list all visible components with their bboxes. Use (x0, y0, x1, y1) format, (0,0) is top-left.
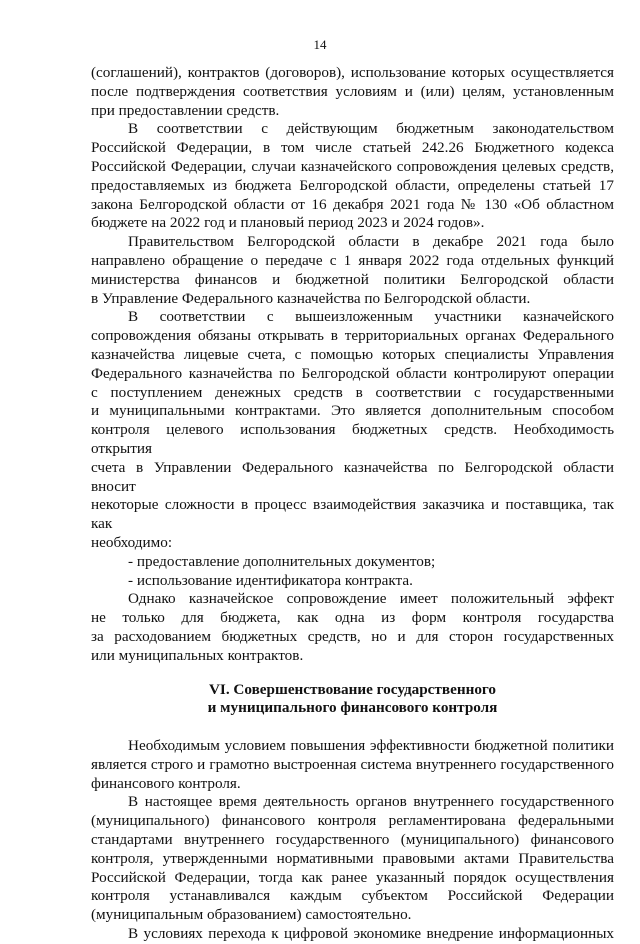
text-line: В настоящее время деятельность органов внутреннего государственного (128, 793, 614, 811)
list-item: - использование идентификатора контракта. (128, 571, 413, 589)
text-line: некоторые сложности в процесс взаимодействия заказчика и поставщика, так как (91, 496, 614, 533)
text-line: в Управление Федерального казначейства по Белгородской области. (91, 289, 531, 307)
text-line: бюджете на 2022 год и плановый период 2023 и 2024 годов». (91, 214, 485, 232)
text-line: не только для бюджета, как одна из форм контроля государства (91, 609, 614, 627)
text-line: министерства финансов и бюджетной политики Белгородской области (91, 270, 614, 288)
text-line: предоставляемых из бюджета Белгородской области, определены статьей 17 (91, 176, 614, 194)
page-number: 14 (313, 37, 327, 52)
text-line: контроля целевого использования бюджетных средств. Необходимость открытия (91, 421, 614, 457)
text-line: Однако казначейское сопровождение имеет положительный эффект (128, 590, 614, 608)
text-line: при предоставлении средств. (91, 101, 280, 119)
text-line: направлено обращение о передаче с 1 января 2022 года отдельных функций (91, 251, 614, 269)
text-line: финансового контроля. (91, 774, 241, 792)
text-line: В условиях перехода к цифровой экономике внедрение информационных (128, 925, 614, 943)
text-line: (соглашений), контрактов (договоров), использование которых осуществляется (91, 64, 614, 81)
text-line: Необходимым условием повышения эффективности бюджетной политики (128, 737, 614, 755)
text-line: стандартами внутреннего государственного (муниципального) финансового (91, 831, 614, 849)
text-line: необходимо: (91, 533, 173, 551)
text-line: счета в Управлении Федерального казначейства по Белгородской области вносит (91, 458, 614, 495)
list-item: - предоставление дополнительных документов; (128, 552, 436, 570)
text-line: В соответствии с действующим бюджетным законодательством (128, 120, 614, 138)
text-line: (муниципального) финансового контроля регламентирована федеральными (91, 812, 614, 830)
body-text (91, 64, 614, 944)
text-line: В соответствии с вышеизложенным участники казначейского (128, 308, 614, 326)
text-line: является строго и грамотно выстроенная система внутреннего государственного (91, 755, 614, 773)
text-line: казначейства лицевые счета, с помощью которых специалисты Управления (91, 345, 614, 363)
text-line: (муниципальным образованием) самостоятельно. (91, 906, 412, 924)
text-line: Российской Федерации, тогда как ранее указанный порядок осуществления (91, 868, 614, 886)
text-line: контроля, утвержденными нормативными правовыми актами Правительства (91, 849, 614, 867)
text-line: после подтверждения соответствия условиям и (или) целям, установленным (91, 82, 614, 100)
text-line: сопровождения обязаны открывать в территориальных органах Федерального (91, 327, 614, 345)
text-line: Правительством Белгородской области в декабре 2021 года было (128, 233, 614, 251)
text-line: или муниципальных контрактов. (91, 646, 304, 664)
text-line: Российской Федерации, случаи казначейского сопровождения целевых средств, (91, 157, 614, 175)
text-line: Федерального казначейства по Белгородской области контролируют операции (91, 364, 614, 382)
text-line: закона Белгородской области от 16 декабря 2021 года № 130 «Об областном (91, 195, 614, 213)
section-heading: и муниципального финансового контроля (207, 699, 498, 717)
text-line: Российской Федерации, в том числе статьей 242.26 Бюджетного кодекса (91, 139, 614, 157)
text-line: контроля устанавливался каждым субъектом Российской Федерации (91, 887, 614, 905)
text-line: и муниципальными контрактами. Это является дополнительным способом (91, 402, 614, 420)
text-line: за расходованием бюджетных средств, но и для сторон государственных (91, 627, 614, 645)
section-heading: VI. Совершенствование государственного (208, 680, 497, 698)
text-line: с поступлением денежных средств в соответствии с государственными (91, 383, 614, 401)
